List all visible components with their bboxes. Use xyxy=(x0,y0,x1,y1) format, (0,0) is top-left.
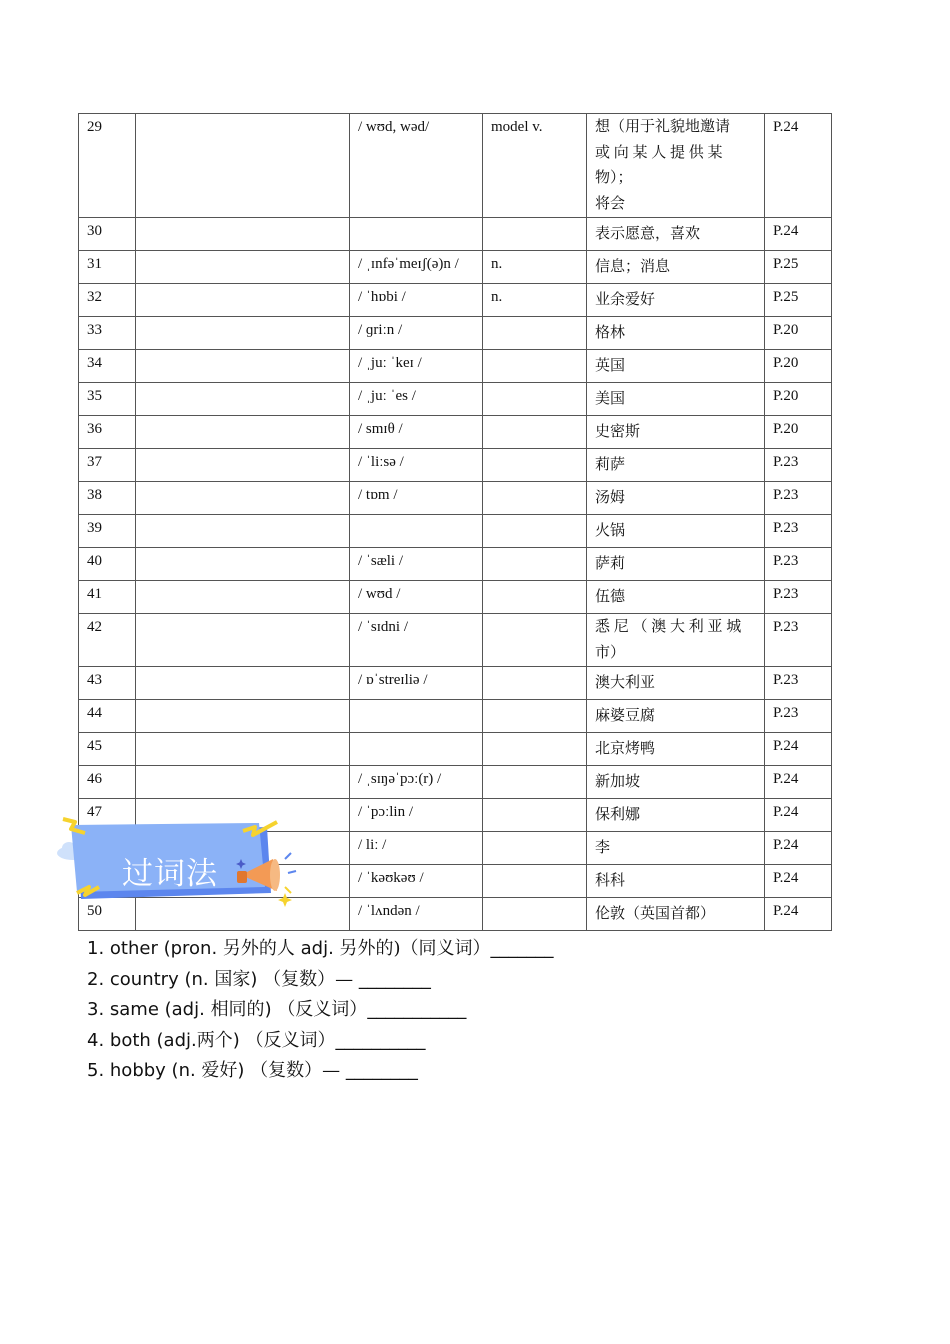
word-cell xyxy=(136,383,350,416)
meaning-line: 业余爱好 xyxy=(595,292,656,308)
phonetic-cell: / ˈsæli / xyxy=(350,548,483,581)
meaning-line: 表示愿意，喜欢 xyxy=(595,226,701,242)
meaning-line: 想（用于礼貌地邀请 xyxy=(595,119,731,135)
row-number: 33 xyxy=(79,317,136,350)
meaning-line: 保利娜 xyxy=(595,807,641,823)
page-ref-cell: P.20 xyxy=(765,416,832,449)
page-ref-cell: P.24 xyxy=(765,766,832,799)
exercise-text: 3. same (adj. xyxy=(87,999,211,1020)
phonetic-cell xyxy=(350,733,483,766)
meaning-cell xyxy=(587,548,765,581)
table-row xyxy=(79,548,832,581)
meaning-cell xyxy=(587,581,765,614)
page-ref-cell: P.23 xyxy=(765,581,832,614)
part-of-speech-cell xyxy=(483,383,587,416)
exercise-text: 另外的)（同义词） xyxy=(339,938,491,959)
page-ref-cell: P.24 xyxy=(765,898,832,931)
meaning-line: 物）； xyxy=(595,170,633,186)
word-cell xyxy=(136,449,350,482)
word-cell xyxy=(136,218,350,251)
meaning-line: 萨莉 xyxy=(595,556,626,572)
phonetic-cell: / liː / xyxy=(350,832,483,865)
row-number: 42 xyxy=(79,614,136,667)
meaning-cell xyxy=(587,350,765,383)
phonetic-cell: / ˌjuː ˈes / xyxy=(350,383,483,416)
exercise-text: adj. xyxy=(294,938,340,959)
page-ref-cell: P.24 xyxy=(765,733,832,766)
exercise-text: ) xyxy=(264,999,278,1020)
word-cell xyxy=(136,667,350,700)
page-ref-cell: P.24 xyxy=(765,799,832,832)
part-of-speech-cell xyxy=(483,667,587,700)
exercise-item xyxy=(87,1058,554,1089)
part-of-speech-cell xyxy=(483,350,587,383)
meaning-line: 莉萨 xyxy=(595,457,626,473)
row-number: 43 xyxy=(79,667,136,700)
meaning-line: 北京烤鸭 xyxy=(595,741,656,757)
part-of-speech-cell: model v. xyxy=(483,114,587,218)
word-cell xyxy=(136,482,350,515)
exercise-text: 5. hobby (n. xyxy=(87,1060,202,1081)
part-of-speech-cell: n. xyxy=(483,284,587,317)
sparkle-icon xyxy=(278,893,292,907)
table-row xyxy=(79,614,832,667)
row-number: 36 xyxy=(79,416,136,449)
meaning-line: 市） xyxy=(595,644,626,661)
meaning-cell xyxy=(587,449,765,482)
meaning-line: 悉 尼 （ 澳 大 利 亚 城 xyxy=(595,619,742,635)
answer-blank[interactable]: _______ xyxy=(490,938,554,959)
word-cell xyxy=(136,614,350,667)
part-of-speech-cell xyxy=(483,416,587,449)
meaning-cell xyxy=(587,317,765,350)
part-of-speech-cell xyxy=(483,218,587,251)
meaning-cell xyxy=(587,284,765,317)
table-row xyxy=(79,284,832,317)
page-ref-cell: P.20 xyxy=(765,317,832,350)
page-ref-cell: P.23 xyxy=(765,482,832,515)
meaning-line: 澳大利亚 xyxy=(595,675,656,691)
exercise-text: ) xyxy=(237,1060,251,1081)
meaning-line: 将会 xyxy=(595,195,626,212)
meaning-line: 火锅 xyxy=(595,523,626,539)
phonetic-cell: / ˌjuː ˈkeɪ / xyxy=(350,350,483,383)
meaning-line: 格林 xyxy=(595,325,626,341)
page-ref-cell: P.23 xyxy=(765,515,832,548)
word-cell xyxy=(136,251,350,284)
phonetic-cell: / ˈsɪdni / xyxy=(350,614,483,667)
meaning-line: 新加坡 xyxy=(595,774,641,790)
phonetic-cell: / ˈhɒbi / xyxy=(350,284,483,317)
phonetic-cell: / ɡriːn / xyxy=(350,317,483,350)
exercise-text: ) xyxy=(250,968,264,990)
page-ref-cell: P.23 xyxy=(765,548,832,581)
phonetic-cell: / ˈlʌndən / xyxy=(350,898,483,931)
table-row xyxy=(79,667,832,700)
phonetic-cell: / wʊd, wəd/ xyxy=(350,114,483,218)
row-number: 31 xyxy=(79,251,136,284)
word-cell xyxy=(136,581,350,614)
page-ref-cell: P.23 xyxy=(765,449,832,482)
phonetic-cell xyxy=(350,700,483,733)
meaning-line: 科科 xyxy=(595,873,626,889)
part-of-speech-cell xyxy=(483,832,587,865)
word-cell xyxy=(136,548,350,581)
part-of-speech-cell xyxy=(483,482,587,515)
meaning-cell xyxy=(587,700,765,733)
table-row xyxy=(79,581,832,614)
phonetic-cell: / smɪθ / xyxy=(350,416,483,449)
page-ref-cell: P.24 xyxy=(765,865,832,898)
row-number: 38 xyxy=(79,482,136,515)
part-of-speech-cell xyxy=(483,700,587,733)
table-row xyxy=(79,766,832,799)
meaning-line: 或 向 某 人 提 供 某 xyxy=(595,144,723,161)
part-of-speech-cell xyxy=(483,733,587,766)
word-cell xyxy=(136,114,350,218)
page-ref-cell: P.23 xyxy=(765,667,832,700)
meaning-cell xyxy=(587,865,765,898)
page-ref-cell: P.20 xyxy=(765,350,832,383)
exercise-list xyxy=(87,936,554,1089)
row-number: 37 xyxy=(79,449,136,482)
phonetic-cell xyxy=(350,515,483,548)
answer-blank[interactable]: ___________ xyxy=(367,999,467,1020)
word-cell xyxy=(136,733,350,766)
exercise-item xyxy=(87,967,554,998)
meaning-line: 史密斯 xyxy=(595,424,641,440)
meaning-cell xyxy=(587,667,765,700)
table-row xyxy=(79,251,832,284)
word-cell xyxy=(136,766,350,799)
meaning-cell xyxy=(587,482,765,515)
meaning-line: 汤姆 xyxy=(595,490,626,506)
section-title: 过词法 xyxy=(122,856,218,892)
exercise-text: 另外的人 xyxy=(222,938,295,959)
row-number: 30 xyxy=(79,218,136,251)
table-row xyxy=(79,383,832,416)
table-row xyxy=(79,449,832,482)
meaning-cell xyxy=(587,799,765,832)
exercise-text: （反义词） xyxy=(245,1029,336,1051)
meaning-cell xyxy=(587,114,765,218)
part-of-speech-cell xyxy=(483,898,587,931)
exercise-text: 两个 xyxy=(196,1029,233,1051)
meaning-cell xyxy=(587,251,765,284)
row-number: 34 xyxy=(79,350,136,383)
exercise-text: 相同的 xyxy=(210,999,265,1020)
meaning-cell xyxy=(587,898,765,931)
row-number: 40 xyxy=(79,548,136,581)
table-row xyxy=(79,700,832,733)
table-row xyxy=(79,218,832,251)
word-cell xyxy=(136,284,350,317)
exercise-item xyxy=(87,936,554,967)
page-ref-cell: P.24 xyxy=(765,218,832,251)
phonetic-cell: / wʊd / xyxy=(350,581,483,614)
part-of-speech-cell xyxy=(483,581,587,614)
meaning-line: 李 xyxy=(595,840,611,856)
table-row xyxy=(79,515,832,548)
part-of-speech-cell xyxy=(483,614,587,667)
answer-blank[interactable]: ________ xyxy=(358,968,431,990)
part-of-speech-cell: n. xyxy=(483,251,587,284)
meaning-cell xyxy=(587,832,765,865)
answer-blank[interactable]: ________ xyxy=(345,1060,418,1081)
word-cell xyxy=(136,317,350,350)
exercise-text: （复数）— xyxy=(263,968,359,990)
exercise-text: （复数）— xyxy=(250,1060,346,1081)
word-cell xyxy=(136,515,350,548)
phonetic-cell: / ˈkəʊkəʊ / xyxy=(350,865,483,898)
phonetic-cell xyxy=(350,218,483,251)
row-number: 29 xyxy=(79,114,136,218)
meaning-cell xyxy=(587,515,765,548)
row-number: 35 xyxy=(79,383,136,416)
exercise-text: 2. country (n. xyxy=(87,968,215,990)
phonetic-cell: / ˌɪnfəˈmeɪʃ(ə)n / xyxy=(350,251,483,284)
phonetic-cell: / ˌsɪŋəˈpɔː(r) / xyxy=(350,766,483,799)
part-of-speech-cell xyxy=(483,449,587,482)
page-ref-cell: P.25 xyxy=(765,251,832,284)
table-row xyxy=(79,733,832,766)
page-ref-cell: P.25 xyxy=(765,284,832,317)
row-number: 44 xyxy=(79,700,136,733)
vocabulary-table xyxy=(78,113,832,931)
meaning-cell xyxy=(587,383,765,416)
exercise-text: 国家 xyxy=(214,968,251,990)
table-row xyxy=(79,482,832,515)
row-number: 50 xyxy=(79,898,136,931)
phonetic-cell: / tɒm / xyxy=(350,482,483,515)
meaning-cell xyxy=(587,218,765,251)
table-row xyxy=(79,317,832,350)
page-ref-cell: P.20 xyxy=(765,383,832,416)
part-of-speech-cell xyxy=(483,515,587,548)
meaning-line: 美国 xyxy=(595,391,626,407)
meaning-cell xyxy=(587,614,765,667)
part-of-speech-cell xyxy=(483,799,587,832)
meaning-cell xyxy=(587,766,765,799)
meaning-cell xyxy=(587,733,765,766)
exercise-text: 4. both (adj. xyxy=(87,1029,197,1051)
exercise-item xyxy=(87,997,554,1028)
word-cell xyxy=(136,416,350,449)
exercise-text: 爱好 xyxy=(201,1060,238,1081)
row-number: 46 xyxy=(79,766,136,799)
meaning-line: 伍德 xyxy=(595,589,626,605)
phonetic-cell: / ɒˈstreɪliə / xyxy=(350,667,483,700)
page-ref-cell: P.23 xyxy=(765,700,832,733)
word-cell xyxy=(136,700,350,733)
table-row xyxy=(79,114,832,218)
row-number: 41 xyxy=(79,581,136,614)
row-number: 47 xyxy=(79,799,136,832)
word-cell xyxy=(136,350,350,383)
meaning-line: 信息；消息 xyxy=(595,259,671,275)
exercise-text: （反义词） xyxy=(277,999,368,1020)
table-row xyxy=(79,350,832,383)
exercise-item xyxy=(87,1028,554,1059)
page-ref-cell: P.24 xyxy=(765,114,832,218)
row-number: 45 xyxy=(79,733,136,766)
table-row xyxy=(79,416,832,449)
part-of-speech-cell xyxy=(483,766,587,799)
row-number: 32 xyxy=(79,284,136,317)
part-of-speech-cell xyxy=(483,865,587,898)
meaning-line: 麻婆豆腐 xyxy=(595,708,656,724)
meaning-line: 伦敦（英国首都） xyxy=(595,906,716,922)
row-number: 39 xyxy=(79,515,136,548)
part-of-speech-cell xyxy=(483,317,587,350)
exercise-text: 1. other (pron. xyxy=(87,938,223,959)
exercise-text: ) xyxy=(232,1029,246,1051)
phonetic-cell: / ˈliːsə / xyxy=(350,449,483,482)
meaning-line: 英国 xyxy=(595,358,626,374)
part-of-speech-cell xyxy=(483,548,587,581)
meaning-cell xyxy=(587,416,765,449)
answer-blank[interactable]: __________ xyxy=(335,1029,426,1051)
phonetic-cell: / ˈpɔːlin / xyxy=(350,799,483,832)
page-ref-cell: P.24 xyxy=(765,832,832,865)
page-ref-cell: P.23 xyxy=(765,614,832,667)
